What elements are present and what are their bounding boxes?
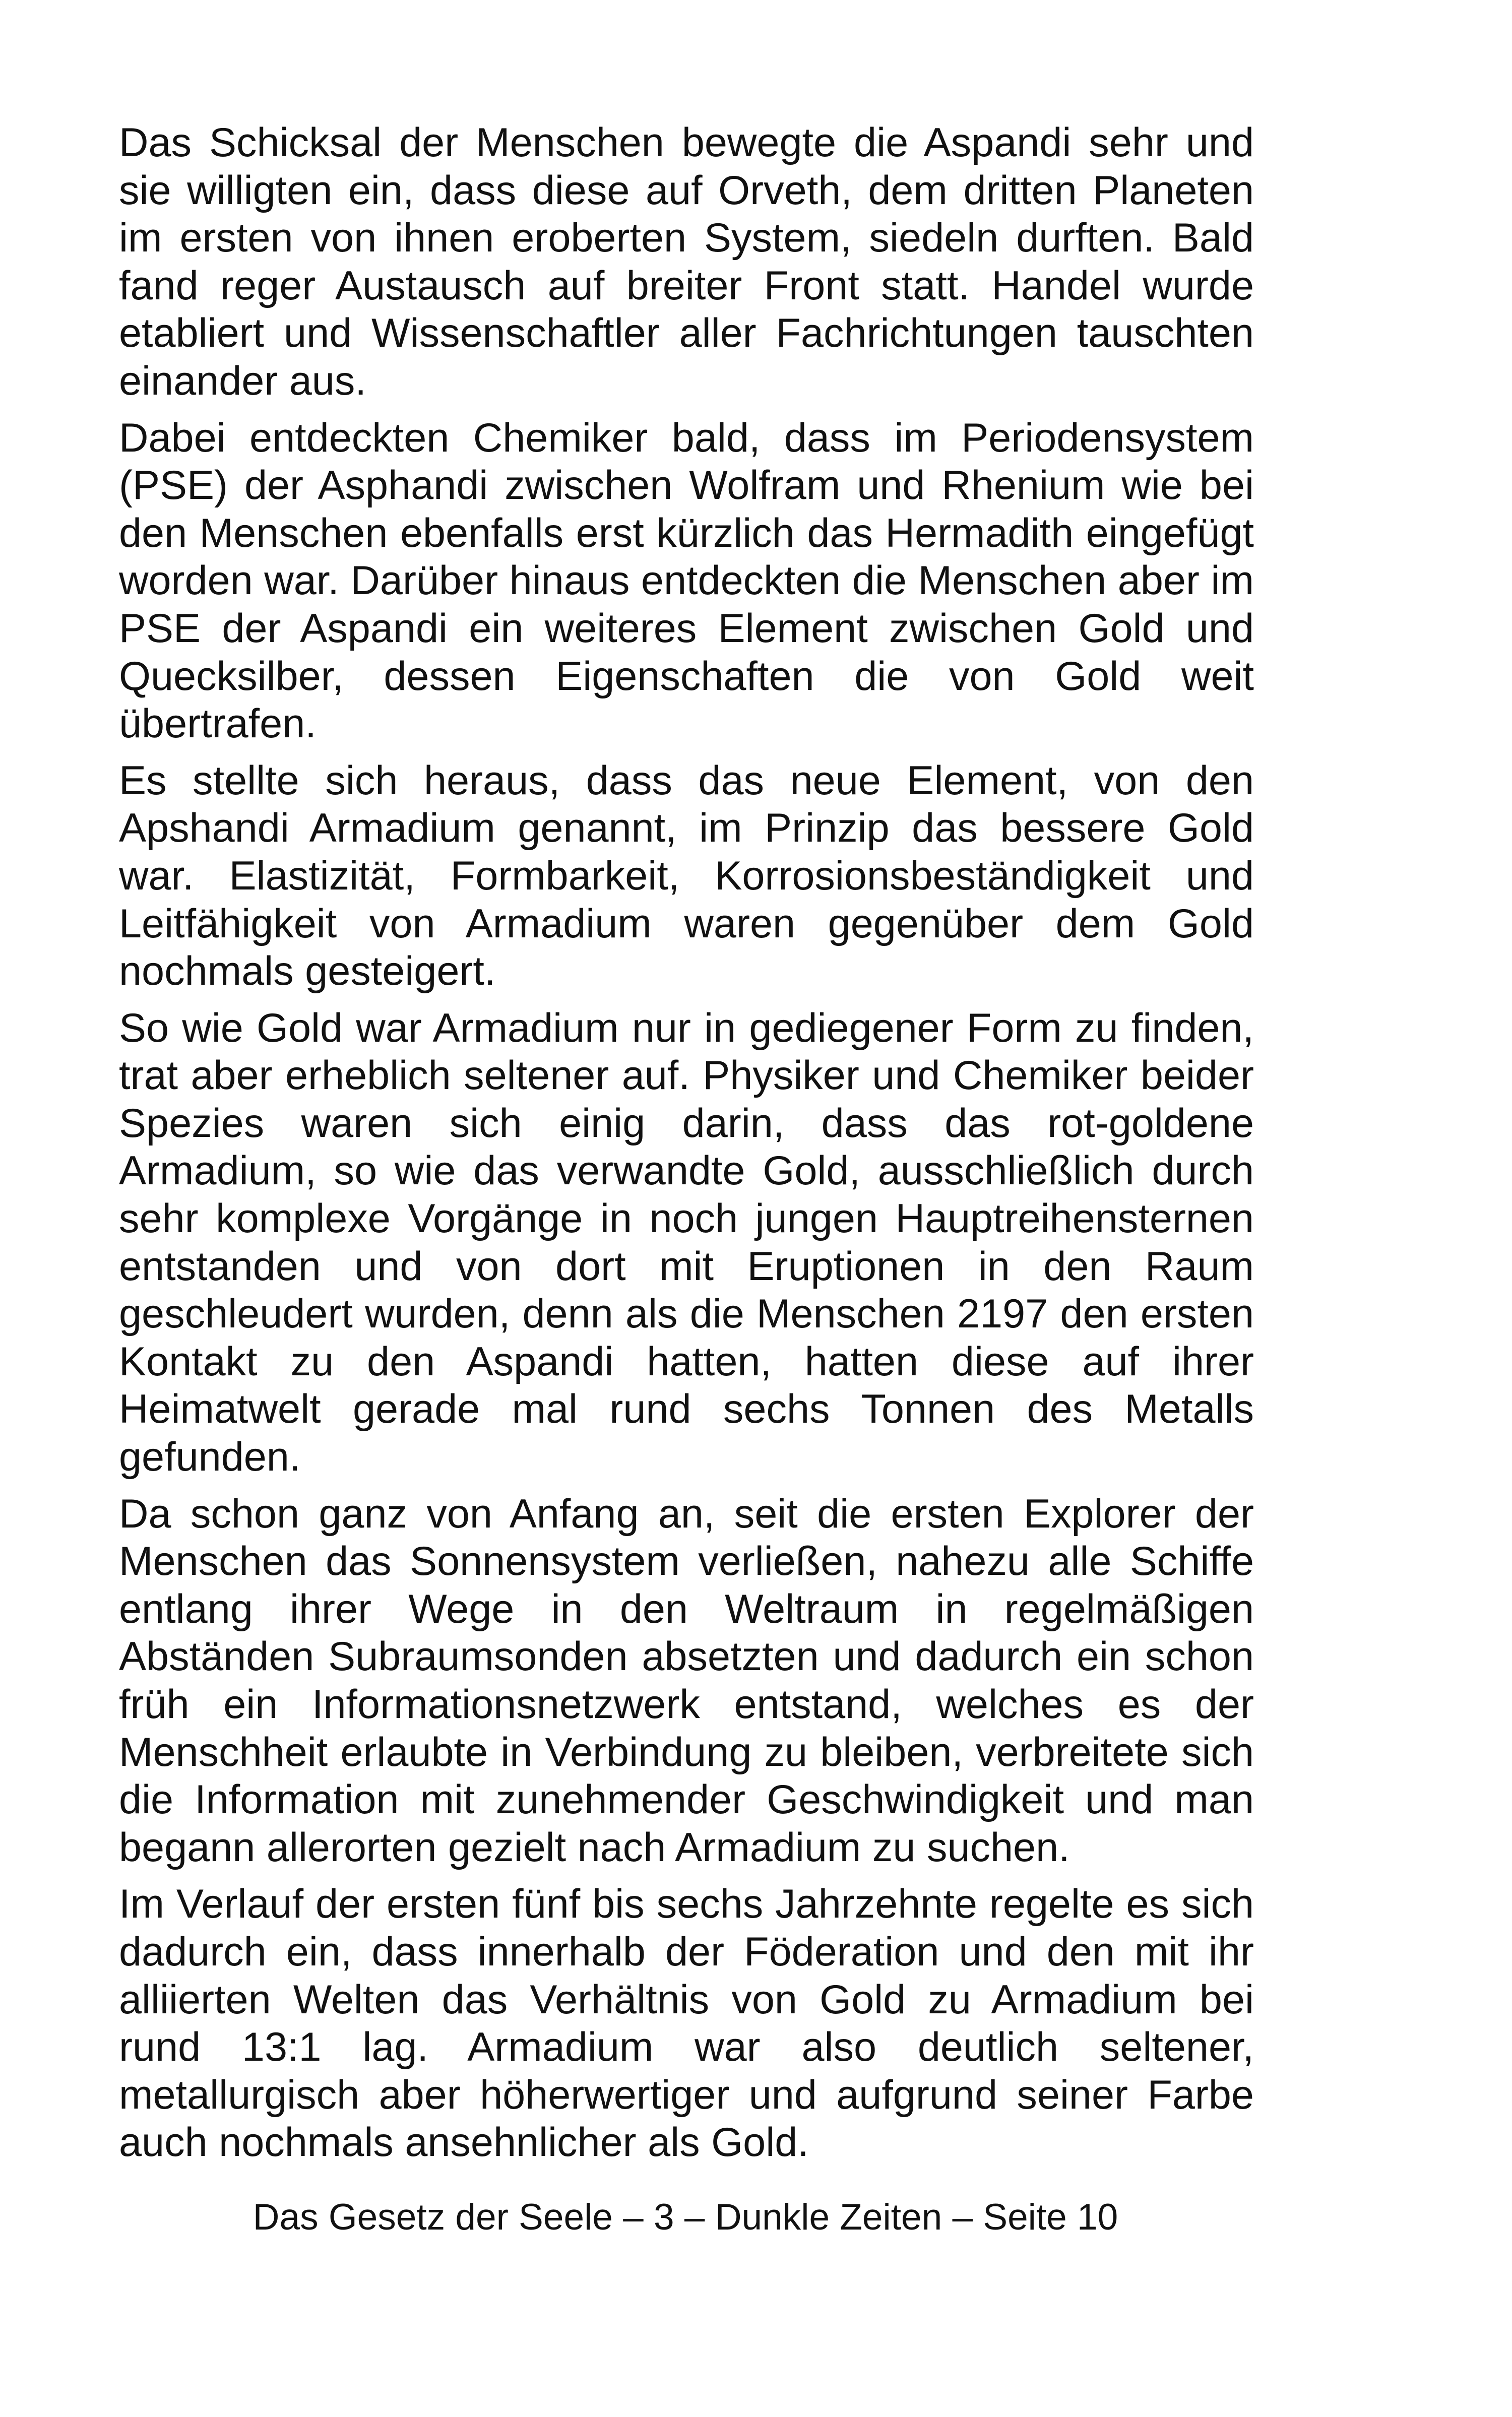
paragraph-3: Es stellte sich heraus, dass das neue Element, von den Apshandi Armadium genannt, im Prinzip das bessere Gold war. Elastizität, Formbarkeit, Korrosionsbeständigkeit und Leitfähigkeit von Armadium waren gegenüber dem Gold nochmals gesteigert. [119, 757, 1254, 994]
page-footer: Das Gesetz der Seele – 3 – Dunkle Zeiten – Seite 10 [253, 2197, 1118, 2238]
body-text [119, 119, 1254, 2176]
paragraph-2: Dabei entdeckten Chemiker bald, dass im Periodensystem (PSE) der Asphandi zwischen Wolfram und Rhenium wie bei den Menschen ebenfalls erst kürzlich das Hermadith eingefügt worden war. Darüber hinaus entdeckten die Menschen aber im PSE der Aspandi ein weiteres Element zwischen Gold und Quecksilber, dessen Eigenschaften die von Gold weit übertrafen. [119, 415, 1254, 747]
paragraph-1: Das Schicksal der Menschen bewegte die Aspandi sehr und sie willigten ein, dass diese auf Orveth, dem dritten Planeten im ersten von ihnen eroberten System, siedeln durften. Bald fand reger Austausch auf breiter Front statt. Handel wurde etabliert und Wissenschaftler aller Fachrichtungen tauschten einander aus. [119, 120, 1254, 404]
paragraph-4: So wie Gold war Armadium nur in gediegener Form zu finden, trat aber erheblich seltener auf. Physiker und Chemiker beider Spezies waren sich einig darin, dass das rot-goldene Armadium, so wie das verwandte Gold, ausschließlich durch sehr komplexe Vorgänge in noch jungen Hauptreihensternen entstanden und von dort mit Eruptionen in den Raum geschleudert wurden, denn als die Menschen 2197 den ersten Kontakt zu den Aspandi hatten, hatten diese auf ihrer Heimatwelt gerade mal rund sechs Tonnen des Metalls gefunden. [119, 1005, 1254, 1480]
paragraph-6: Im Verlauf der ersten fünf bis sechs Jahrzehnte regelte es sich dadurch ein, dass innerhalb der Föderation und den mit ihr alliierten Welten das Verhältnis von Gold zu Armadium bei rund 13:1 lag. Armadium war also deutlich seltener, metallurgisch aber höherwertiger und aufgrund seiner Farbe auch nochmals ansehnlicher als Gold. [119, 1881, 1254, 2166]
paragraph-5: Da schon ganz von Anfang an, seit die ersten Explorer der Menschen das Sonnensystem verließen, nahezu alle Schiffe entlang ihrer Wege in den Weltraum in regelmäßigen Abständen Subraumsonden absetzten und dadurch ein schon früh ein Informationsnetzwerk entstand, welches es der Menschheit erlaubte in Verbindung zu bleiben, verbreitete sich die Information mit zunehmender Geschwindigkeit und man begann allerorten gezielt nach Armadium zu suchen. [119, 1491, 1254, 1870]
